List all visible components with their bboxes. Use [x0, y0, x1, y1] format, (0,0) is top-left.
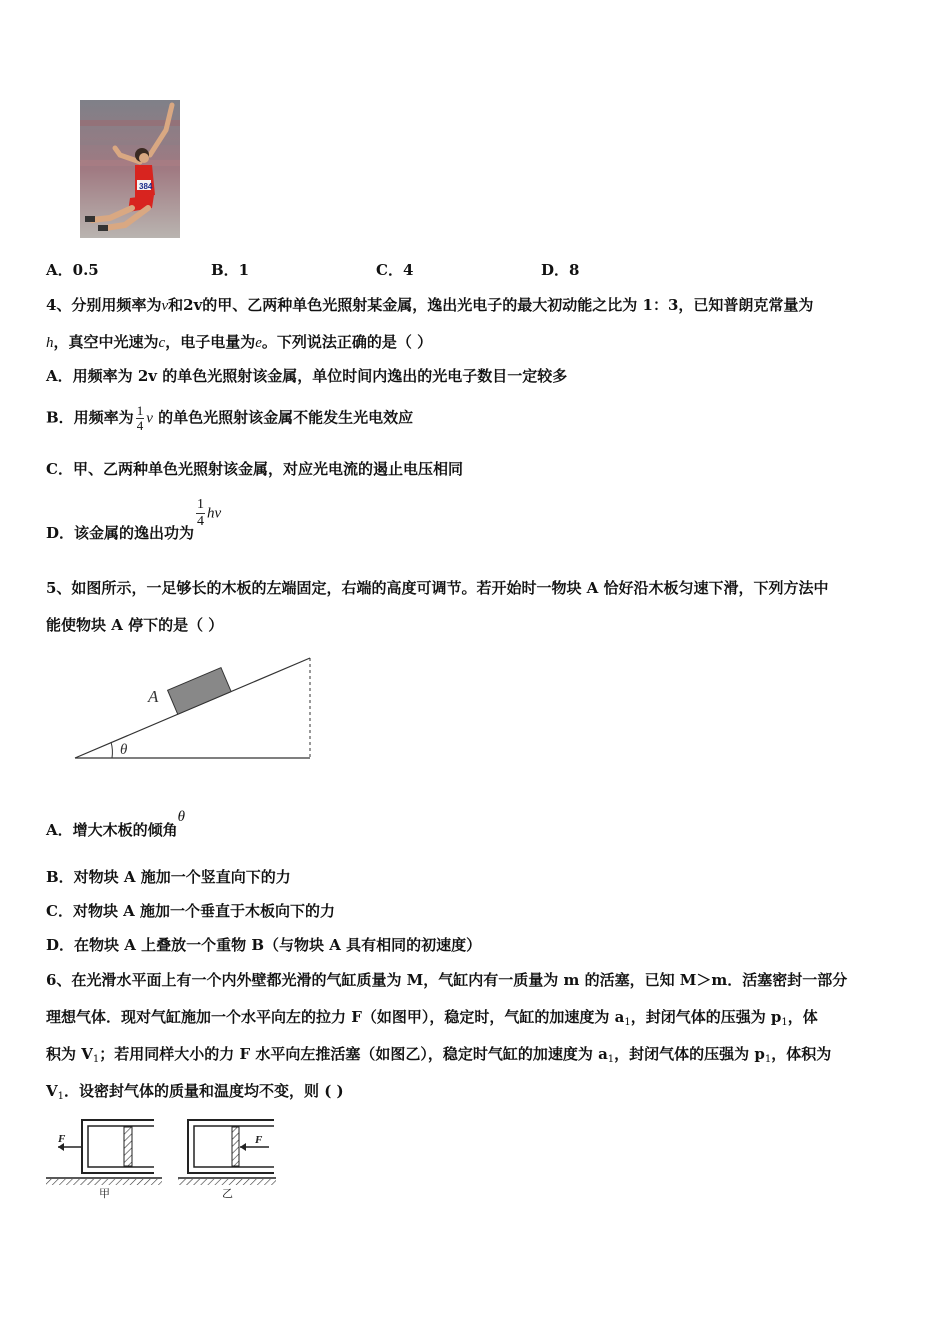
angle-label: θ: [120, 742, 128, 758]
q6-stem-line-3: 积为 $V_1$；若用同样大小的力 F 水平向左推活塞（如图乙），稳定时气缸的加速度为 $a_1$，封闭气体的压强为 $p_1$，体积为: [46, 1045, 832, 1065]
q4-stem-line-1: 4、分别用频率为v和2v的甲、乙两种单色光照射某金属，逸出光电子的最大初动能之比为 1：3，已知普朗克常量为: [46, 296, 814, 314]
incline-diagram: [60, 650, 330, 765]
q5-option-a[interactable]: A．增大木板的倾角θ: [46, 809, 186, 839]
q5-option-d[interactable]: D．在物块 A 上叠放一个重物 B（与物块 A 具有相同的初速度）: [46, 936, 482, 954]
bib-number: 384: [139, 182, 153, 191]
q5-stem-line-1: 5、如图所示，一足够长的木板的左端固定，右端的高度可调节。若开始时一物块 A 恰好沿木板匀速下滑，下列方法中: [46, 579, 829, 597]
q5-option-b[interactable]: B．对物块 A 施加一个竖直向下的力: [46, 868, 291, 886]
force-label: F: [58, 1133, 66, 1145]
q3-option-c[interactable]: C．4: [376, 261, 414, 279]
figure-yi: [178, 1120, 276, 1200]
block-a: [168, 668, 232, 715]
q6-stem-line-2: 理想气体．现对气缸施加一个水平向左的拉力 F（如图甲），稳定时，气缸的加速度为 $a_1$，封闭气体的压强为 $p_1$，体: [46, 1008, 818, 1028]
figure-jia: [46, 1120, 162, 1200]
q3-option-a[interactable]: A．0.5: [46, 261, 99, 279]
long-jump-photo: [80, 100, 180, 238]
q4-option-b[interactable]: B．用频率为 $\frac{1}{4}$ ν 的单色光照射该金属不能发生光电效应: [46, 403, 414, 433]
q5-stem-line-2: 能使物块 A 停下的是（ ）: [46, 616, 224, 634]
fraction-one-quarter: $\frac{1}{4}$: [197, 497, 205, 529]
angle-arc: [111, 742, 112, 758]
q4-option-c[interactable]: C．甲、乙两种单色光照射该金属，对应光电流的遏止电压相同: [46, 460, 463, 478]
fraction-one-quarter: $\frac{1}{4}$: [136, 403, 144, 433]
figure-label-yi: 乙: [222, 1187, 233, 1200]
q3-option-d[interactable]: D．8: [541, 261, 580, 279]
q4-stem-line-2: h，真空中光速为c，电子电量为e。下列说法正确的是（ ）: [46, 333, 433, 351]
q4-option-a[interactable]: A．用频率为 2v 的单色光照射该金属，单位时间内逸出的光电子数目一定较多: [46, 367, 568, 385]
q5-option-c[interactable]: C．对物块 A 施加一个垂直于木板向下的力: [46, 902, 336, 920]
force-label: F: [255, 1134, 263, 1146]
q4-option-d[interactable]: D．该金属的逸出功为 $\frac{1}{4}$ hν: [46, 497, 222, 542]
block-label: A: [148, 687, 159, 706]
q6-stem-line-1: 6、在光滑水平面上有一个内外壁都光滑的气缸质量为 M，气缸内有一质量为 m 的活塞，已知 M＞m．活塞密封一部分: [46, 971, 848, 989]
figure-label-jia: 甲: [99, 1187, 110, 1200]
q3-option-b[interactable]: B．1: [211, 261, 250, 279]
q6-stem-line-4: $V_1$．设密封气体的质量和温度均不变，则 ( ): [46, 1082, 344, 1102]
cylinder-diagrams: [44, 1115, 284, 1200]
